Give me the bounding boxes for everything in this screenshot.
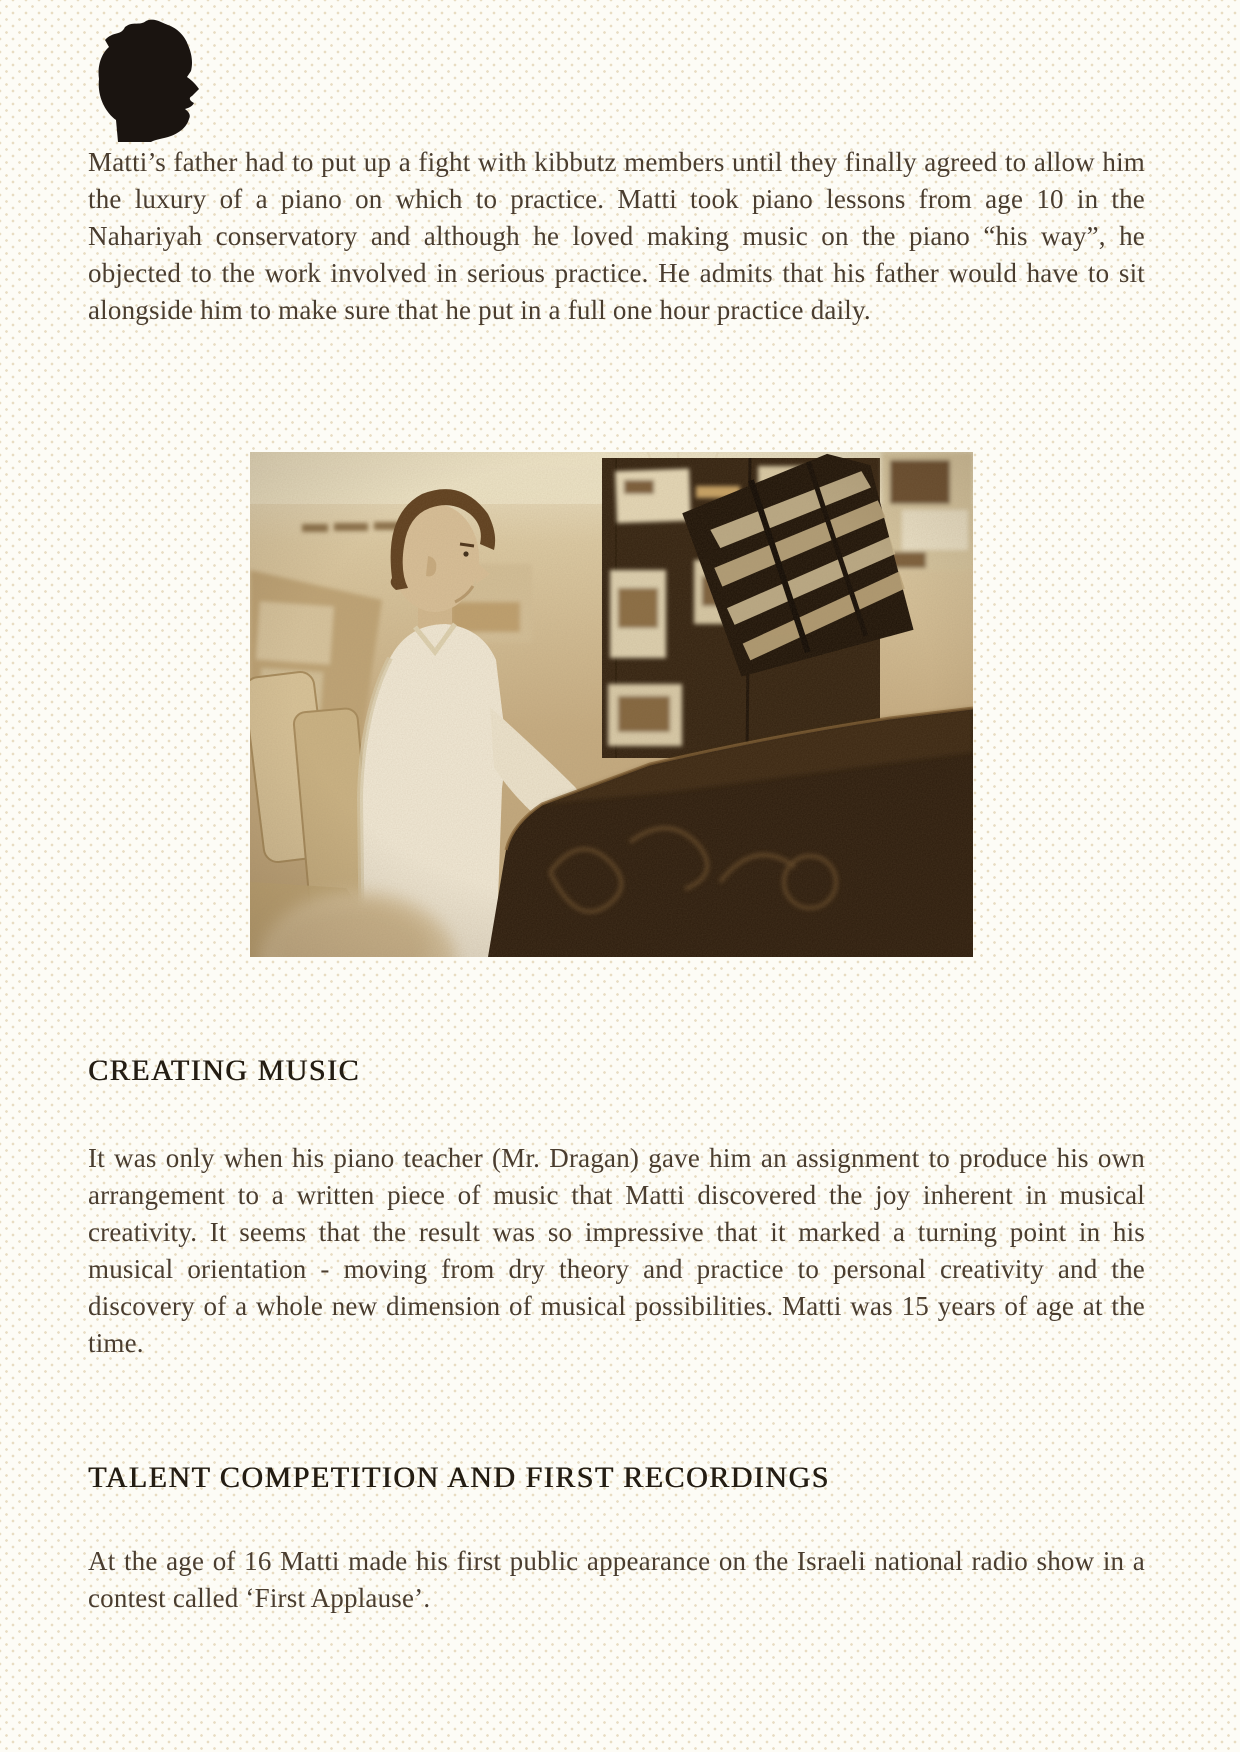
section-heading-talent-competition: TALENT COMPETITION AND FIRST RECORDINGS (88, 1461, 830, 1494)
intro-paragraph: Matti’s father had to put up a fight with kibbutz members until they finally agreed to allow him the luxury of a piano on which to practice. Matti took piano lessons from age 10 in the Nahariyah conservatory and although he loved making music on the piano “his way”, he objected to the work involved in serious practice. He admits that his father would have to sit alongside him to make sure that he put in a full one hour practice daily. (88, 147, 1145, 325)
talent-competition-paragraph: At the age of 16 Matti made his first public appearance on the Israeli national radio show in a contest called ‘First Applause’. (88, 1546, 1145, 1613)
section-heading-creating-music: CREATING MUSIC (88, 1054, 360, 1087)
photo-young-matti-at-piano (250, 452, 973, 957)
sepia-photo-illustration (250, 452, 973, 957)
creating-music-paragraph: It was only when his piano teacher (Mr. Dragan) gave him an assignment to produce his own arrangement to a written piece of music that Matti discovered the joy inherent in musical creativity. It seems that the result was so impressive that it marked a turning point in his musical orientation - moving from dry theory and practice to personal creativity and the discovery of a whole new dimension of musical possibilities. Matti was 15 years of age at the time. (88, 1143, 1145, 1358)
photo-vignette-overlay (250, 452, 973, 957)
man-profile-silhouette-icon (88, 18, 200, 142)
